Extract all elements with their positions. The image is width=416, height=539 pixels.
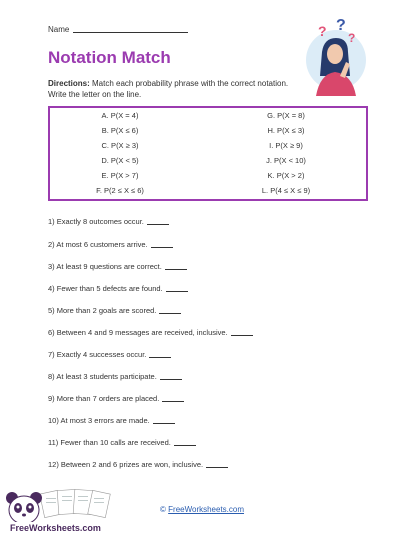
freeworksheets-logo (2, 486, 132, 536)
name-field[interactable] (48, 25, 188, 34)
answer-blank[interactable] (149, 357, 171, 358)
question-4 (48, 284, 188, 293)
option-l: L. P(4 ≤ X ≤ 9) (261, 186, 311, 195)
question-text: 5) More than 2 goals are scored. (48, 306, 157, 315)
answer-blank[interactable] (174, 445, 196, 446)
option-f: F. P(2 ≤ X ≤ 6) (96, 186, 144, 195)
svg-text:?: ? (348, 31, 356, 45)
answer-blank[interactable] (151, 247, 173, 248)
option-b: B. P(X ≤ 6) (101, 126, 139, 135)
option-j: J. P(X < 10) (266, 156, 306, 165)
question-1 (48, 217, 169, 226)
page-title: Notation Match (48, 48, 171, 67)
directions-text: Match each probability phrase with the correct notation. Write the letter on the line. (48, 79, 289, 99)
option-e: E. P(X > 7) (101, 171, 139, 180)
question-11 (48, 438, 196, 447)
thinking-girl-illustration (296, 16, 368, 96)
question-text: 8) At least 3 students participate. (48, 372, 157, 381)
option-a: A. P(X = 4) (101, 111, 139, 120)
answer-blank[interactable] (153, 423, 175, 424)
svg-text:?: ? (336, 17, 346, 34)
question-10 (48, 416, 175, 425)
option-i: I. P(X ≥ 9) (269, 141, 303, 150)
question-text: 4) Fewer than 5 defects are found. (48, 284, 163, 293)
question-5 (48, 306, 181, 315)
name-label: Name (48, 25, 70, 34)
question-text: 12) Between 2 and 6 prizes are won, inclusive. (48, 460, 204, 469)
footer-link-text[interactable]: FreeWorksheets.com (168, 505, 245, 514)
footer-link[interactable] (160, 505, 244, 514)
logo-text: FreeWorksheets.com (10, 523, 101, 533)
question-text: 7) Exactly 4 successes occur. (48, 350, 147, 359)
question-text: 2) At most 6 customers arrive. (48, 240, 148, 249)
question-12 (48, 460, 228, 469)
name-line-rule (73, 32, 188, 33)
answer-blank[interactable] (166, 291, 188, 292)
option-h: H. P(X ≤ 3) (267, 126, 305, 135)
answer-blank[interactable] (165, 269, 187, 270)
question-2 (48, 240, 173, 249)
question-text: 11) Fewer than 10 calls are received. (48, 438, 171, 447)
svg-text:?: ? (318, 23, 327, 39)
question-8 (48, 372, 182, 381)
answer-blank[interactable] (147, 224, 169, 225)
option-g: G. P(X = 8) (267, 111, 305, 120)
answer-blank[interactable] (162, 401, 184, 402)
directions (48, 78, 296, 100)
answer-blank[interactable] (160, 379, 182, 380)
question-text: 10) At most 3 errors are made. (48, 416, 150, 425)
answer-blank[interactable] (231, 335, 253, 336)
question-6 (48, 328, 253, 337)
options-box (48, 106, 368, 201)
question-text: 9) More than 7 orders are placed. (48, 394, 160, 403)
option-c: C. P(X ≥ 3) (101, 141, 139, 150)
question-text: 3) At least 9 questions are correct. (48, 262, 162, 271)
option-d: D. P(X < 5) (101, 156, 139, 165)
question-9 (48, 394, 184, 403)
question-3 (48, 262, 187, 271)
question-text: 6) Between 4 and 9 messages are received, inclusive. (48, 328, 228, 337)
answer-blank[interactable] (159, 313, 181, 314)
answer-blank[interactable] (206, 467, 228, 468)
option-k: K. P(X > 2) (267, 171, 305, 180)
question-text: 1) Exactly 8 outcomes occur. (48, 217, 144, 226)
copyright-symbol: © (160, 505, 166, 514)
question-7 (48, 350, 171, 359)
directions-label: Directions: (48, 79, 90, 88)
